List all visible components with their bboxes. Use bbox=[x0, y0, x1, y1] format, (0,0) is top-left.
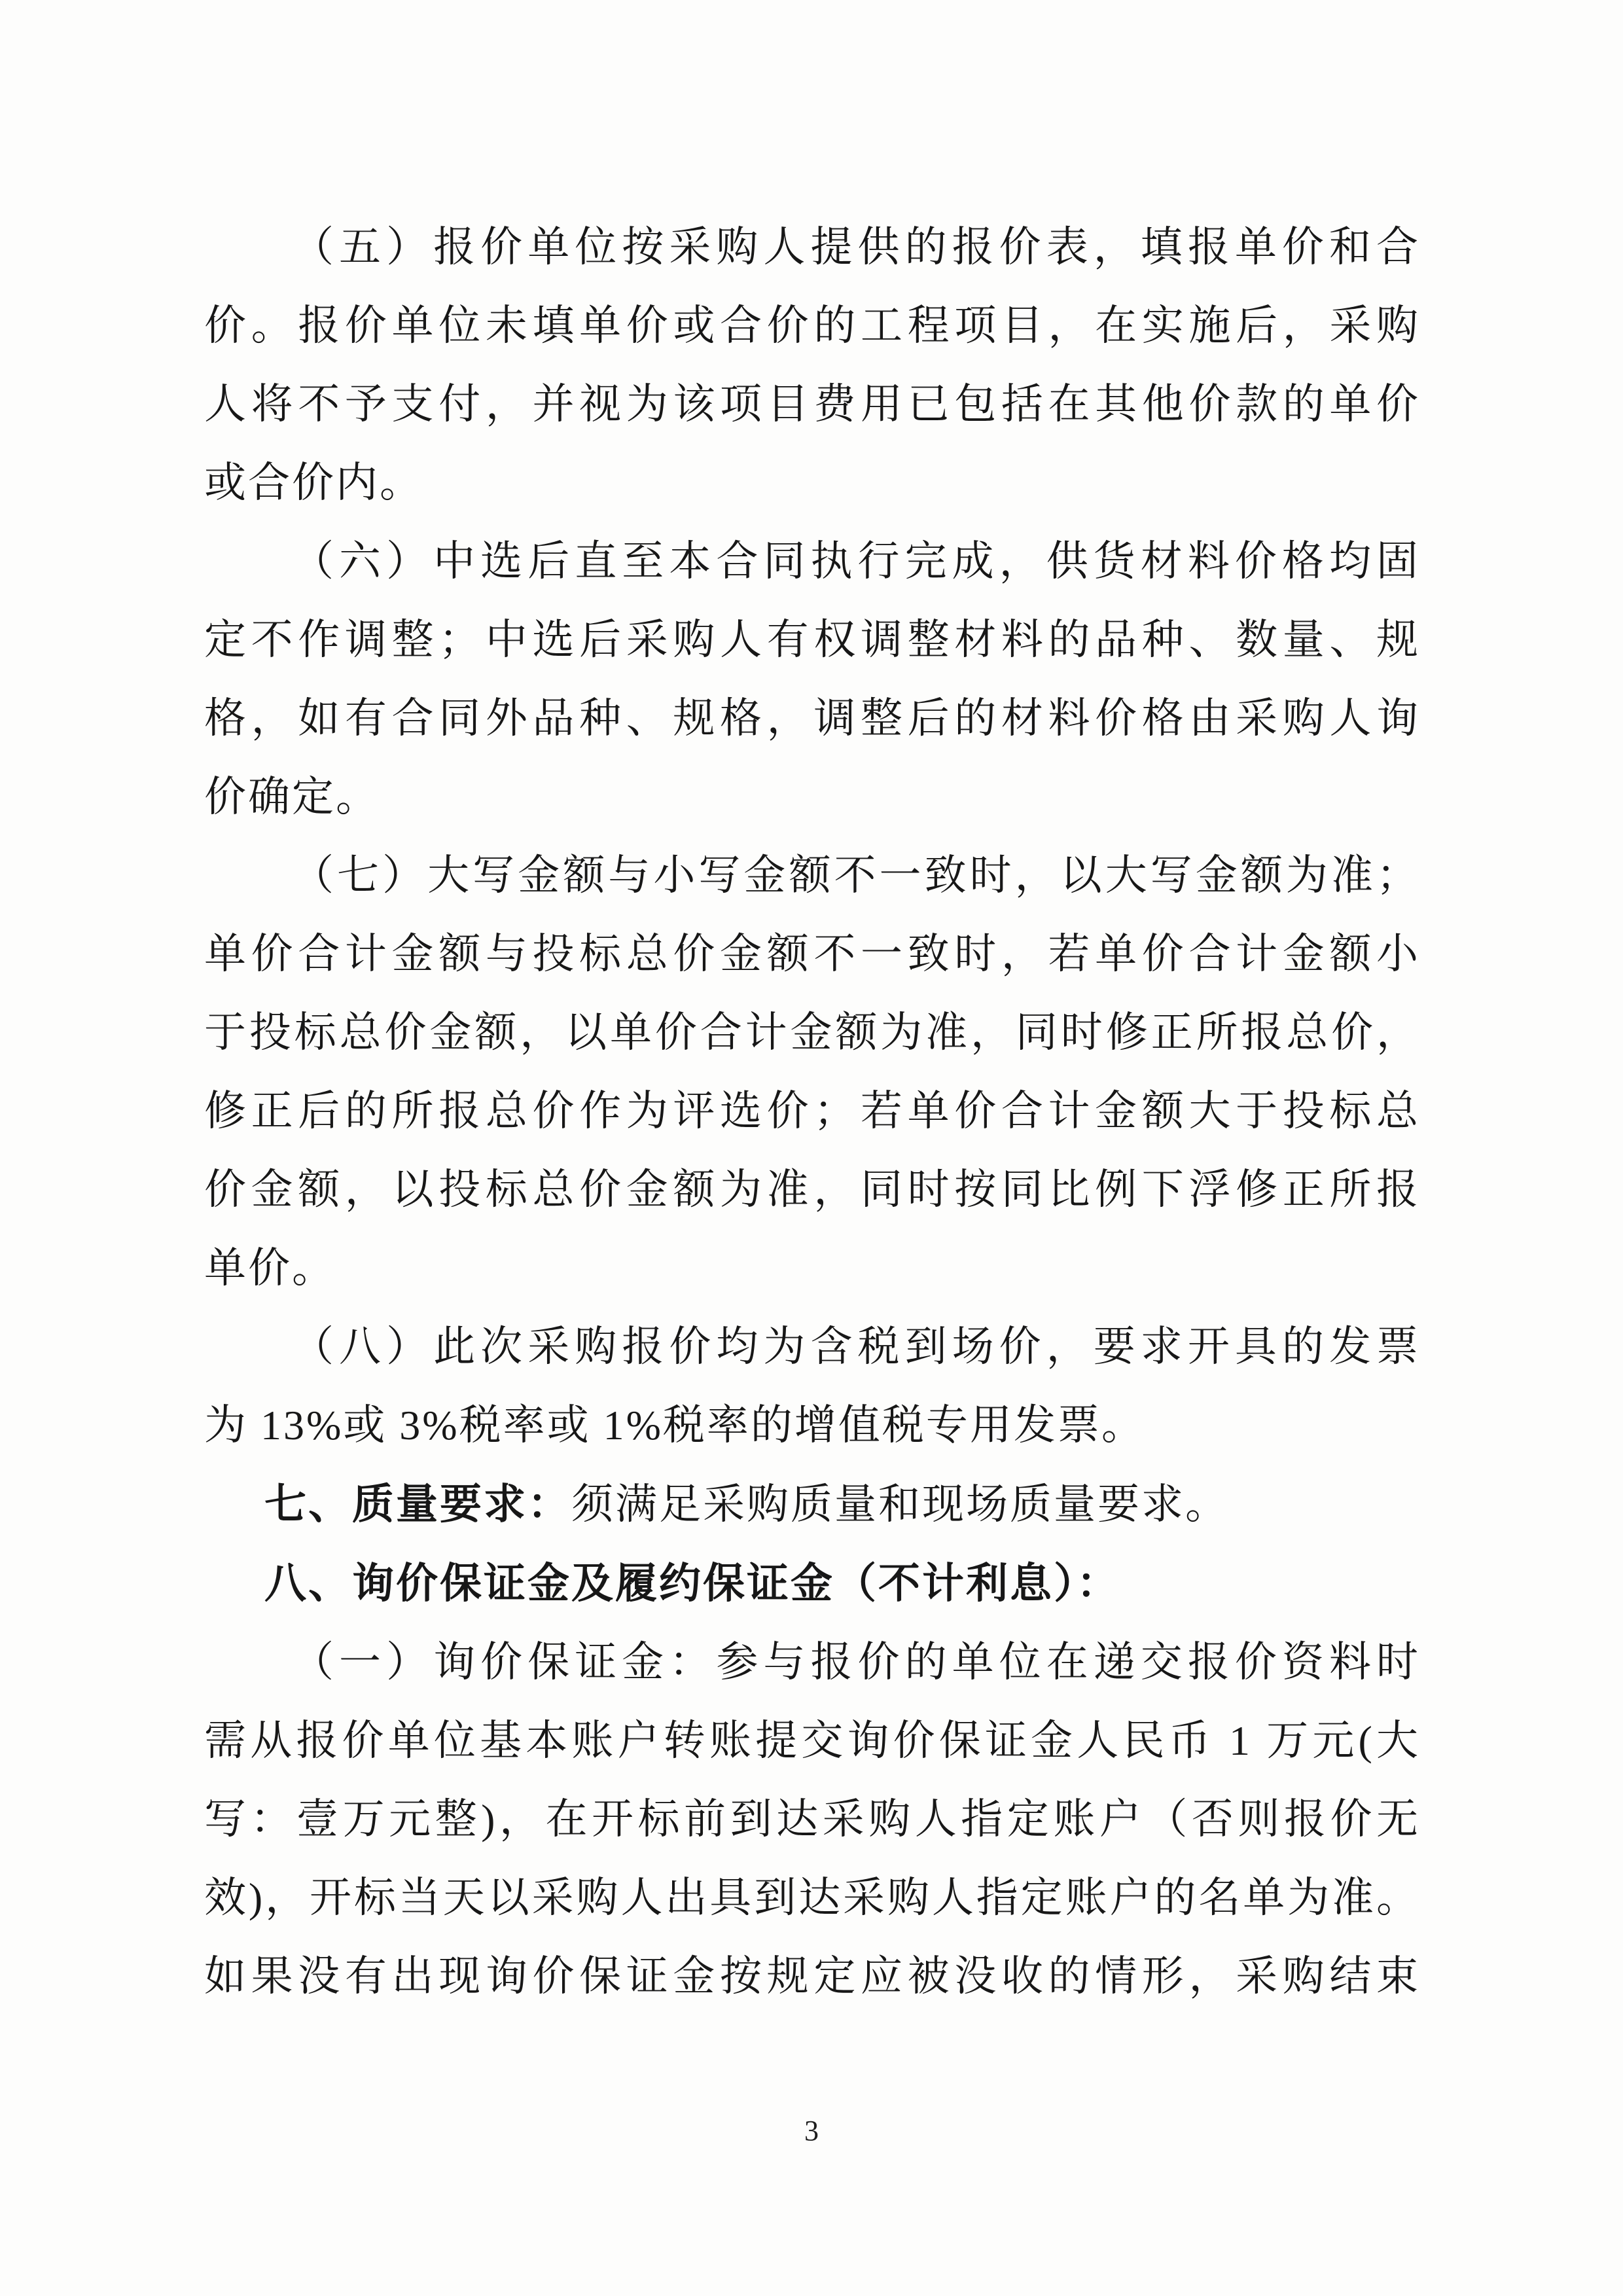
text-line bbox=[204, 679, 1420, 758]
text-line bbox=[204, 1229, 1420, 1308]
text-line bbox=[204, 1386, 1420, 1465]
text-run: （五）报价单位按采购人提供的报价表，填报单价和合 bbox=[292, 224, 1420, 270]
text-line bbox=[204, 1544, 1420, 1623]
text-run: 人将不予支付，并视为该项目费用已包括在其他价款的单价 bbox=[204, 381, 1420, 427]
text-line bbox=[204, 1072, 1420, 1151]
text-run: 须满足采购质量和现场质量要求。 bbox=[571, 1481, 1229, 1528]
text-run-bold: 七、质量要求： bbox=[264, 1480, 571, 1528]
text-run: 如果没有出现询价保证金按规定应被没收的情形，采购结束 bbox=[204, 1953, 1420, 2000]
text-line bbox=[204, 915, 1420, 994]
page-number: 3 bbox=[804, 2115, 819, 2147]
text-line bbox=[204, 208, 1420, 287]
text-run: 定不作调整；中选后采购人有权调整材料的品种、数量、规 bbox=[204, 617, 1420, 663]
text-line bbox=[204, 444, 1420, 522]
text-line bbox=[204, 1859, 1420, 1937]
text-line bbox=[204, 758, 1420, 836]
text-run: （七）大写金额与小写金额不一致时，以大写金额为准； bbox=[292, 852, 1420, 899]
text-run: （一）询价保证金：参与报价的单位在递交报价资料时 bbox=[292, 1639, 1420, 1685]
text-run: 或合价内。 bbox=[204, 459, 423, 506]
text-run: 于投标总价金额，以单价合计金额为准，同时修正所报总价， bbox=[204, 1009, 1420, 1056]
text-line bbox=[204, 1308, 1420, 1386]
document-lines bbox=[204, 208, 1420, 2016]
text-line bbox=[204, 365, 1420, 444]
text-run: （六）中选后直至本合同执行完成，供货材料价格均固 bbox=[292, 538, 1420, 584]
text-run: 价金额，以投标总价金额为准，同时按同比例下浮修正所报 bbox=[204, 1166, 1420, 1213]
text-line bbox=[204, 994, 1420, 1072]
text-run: 价。报价单位未填单价或合价的工程项目，在实施后，采购 bbox=[204, 302, 1420, 349]
text-run: 需从报价单位基本账户转账提交询价保证金人民币 1 万元(大 bbox=[204, 1717, 1420, 1764]
text-line bbox=[204, 1702, 1420, 1780]
text-run: 格，如有合同外品种、规格，调整后的材料价格由采购人询 bbox=[204, 695, 1420, 742]
text-run: （八）此次采购报价均为含税到场价，要求开具的发票 bbox=[292, 1323, 1420, 1370]
text-line bbox=[204, 1623, 1420, 1702]
text-line bbox=[204, 522, 1420, 601]
text-line bbox=[204, 1937, 1420, 2016]
text-line bbox=[204, 1151, 1420, 1229]
text-line bbox=[204, 1780, 1420, 1859]
text-run-bold: 八、询价保证金及履约保证金（不计利息）： bbox=[264, 1560, 1120, 1607]
text-run: 单价合计金额与投标总价金额不一致时，若单价合计金额小 bbox=[204, 931, 1420, 977]
text-run: 为 13%或 3%税率或 1%税率的增值税专用发票。 bbox=[204, 1402, 1145, 1448]
text-line bbox=[204, 287, 1420, 365]
text-run: 效)，开标当天以采购人出具到达采购人指定账户的名单为准。 bbox=[204, 1874, 1420, 1921]
text-run: 写：壹万元整)，在开标前到达采购人指定账户（否则报价无 bbox=[204, 1796, 1420, 1842]
text-line bbox=[204, 601, 1420, 679]
text-line bbox=[204, 1465, 1420, 1544]
text-line bbox=[204, 836, 1420, 915]
text-run: 价确定。 bbox=[204, 774, 380, 820]
text-run: 修正后的所报总价作为评选价；若单价合计金额大于投标总 bbox=[204, 1088, 1420, 1134]
text-run: 单价。 bbox=[204, 1245, 336, 1291]
